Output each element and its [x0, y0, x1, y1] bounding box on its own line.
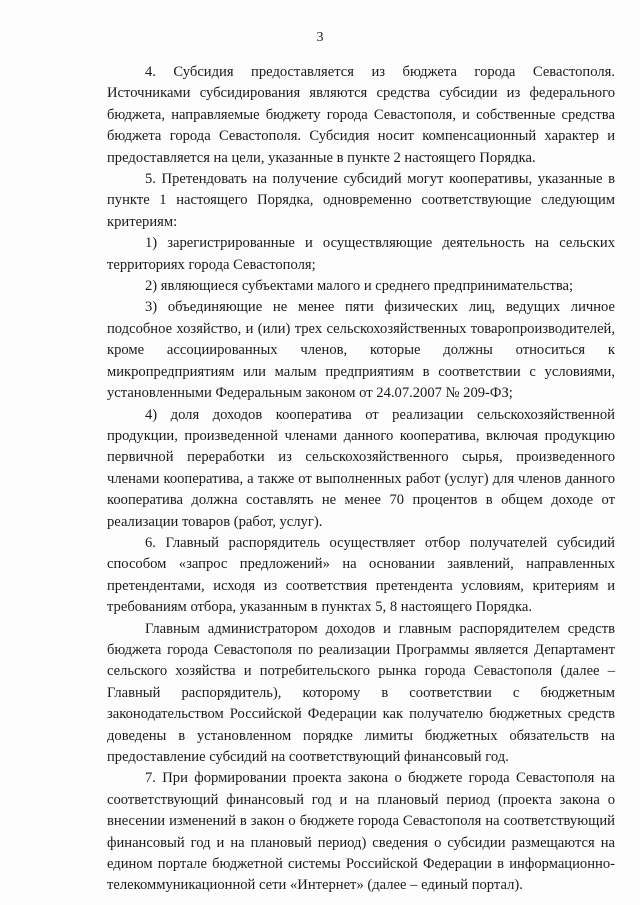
criterion-2: 2) являющиеся субъектами малого и среднего предпринимательства; — [145, 278, 574, 295]
criterion-1: 1) зарегистрированные и осуществляющие деятельность на сельских территориях города Севастополя; — [107, 235, 615, 273]
paragraph-5: 5. Претендовать на получение субсидий могут кооперативы, указанные в пункте 1 настоящего Порядка, одновременно соответствующие следующим критериям: — [107, 171, 615, 230]
criterion-3: 3) объединяющие не менее пяти физических лиц, ведущих личное подсобное хозяйство, и (или) трех сельскохозяйственных товаропроизводителей, кроме ассоциированных членов, которые должны относиться к микропредприятиям или малым предприятиям в соответствии с условиями, установленными Федеральным законом от 24.07.2007 № 209-ФЗ; — [107, 299, 615, 402]
page-number: 3 — [316, 30, 324, 45]
paragraph-6: 6. Главный распорядитель осуществляет отбор получателей субсидий способом «запрос предложений» на основании заявлений, направленных претендентами, исходя из соответствия претендента условиям, критериям и требованиям отбора, указанным в пунктах 5, 8 настоящего Порядка. — [107, 534, 615, 616]
criterion-4: 4) доля доходов кооператива от реализации сельскохозяйственной продукции, произведенной членами данного кооператива, включая продукцию первичной переработки из сельскохозяйственного сырья, произведенного членами кооператива, а также от выполненных работ (услуг) для членов данного кооператива должна составлять не менее 70 процентов в общем доходе от реализации товаров (работ, услуг). — [107, 406, 615, 530]
document-body — [107, 62, 615, 897]
paragraph-4: 4. Субсидия предоставляется из бюджета города Севастополя. Источниками субсидирования являются средства субсидии из федерального бюджета, направляемые бюджету города Севастополя, и собственные средства бюджета города Севастополя. Субсидия носит компенсационный характер и предоставляется на цели, указанные в пункте 2 настоящего Порядка. — [107, 64, 615, 166]
paragraph-administrator: Главным администратором доходов и главным распорядителем средств бюджета города Севастополя по реализации Программы является Департамент сельского хозяйства и потребительского рынка города Севастополя (далее – Главный распорядитель), которому в соответствии с бюджетным законодательством Российской Федерации как получателю бюджетных средств доведены в установленном порядке лимиты бюджетных обязательств на предоставление субсидий на соответствующий финансовый год. — [107, 620, 615, 765]
paragraph-7: 7. При формировании проекта закона о бюджете города Севастополя на соответствующий финансовый год и на плановый период (проекта закона о внесении изменений в закон о бюджете города Севастополя на соответствующий финансовый год и на плановый период) сведения о субсидии размещаются на едином портале бюджетной системы Российской Федерации в информационно-телекоммуникационной сети «Интернет» (далее – единый портал). — [107, 770, 615, 894]
